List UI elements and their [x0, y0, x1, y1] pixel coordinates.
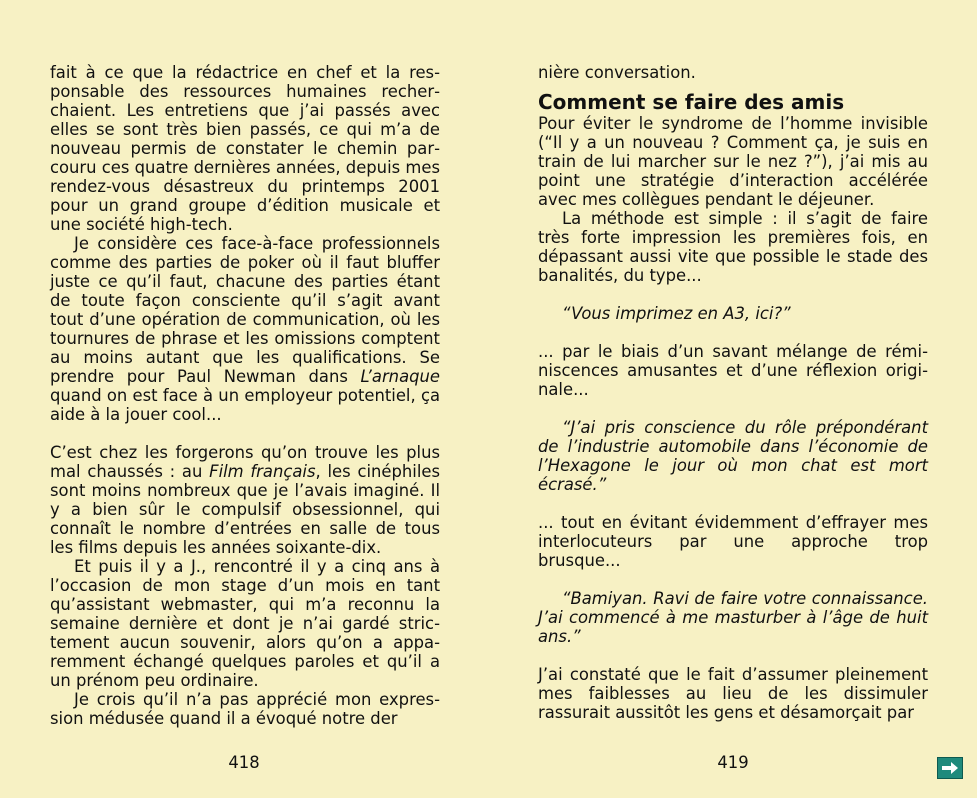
paragraph: Et puis il y a J., rencontré il y a cinq ans à l’occasion de mon stage d’un mois en tant qu’assistant webmaster, qui m’a reconnu la semaine dernière et dont je n’ai gardé strictement aucun souvenir, alors qu’on a apparemment échangé quelques paroles et qu’il a un prénom peu ordinaire. [50, 557, 440, 690]
paragraph: Je crois qu’il n’a pas apprécié mon expression médusée quand il a évoqué notre der [50, 690, 440, 728]
paragraph [50, 443, 440, 557]
paragraph-text: Je considère ces face-à-face professionnels comme des parties de poker où il faut bluffer juste ce qu’il faut, chacune des parties étant de toute façon consciente qu’il s’agit avant tout d’une opération de communication, où les tournures de phrase et les omissions comptent au moins autant que les qualifications. Se prendre pour Paul Newman dans [50, 234, 440, 386]
next-page-button[interactable] [937, 757, 963, 779]
page-number-left: 418 [228, 753, 260, 772]
page-number-right: 419 [717, 753, 749, 772]
paragraph-text: C’est chez les forgerons qu’on trouve les plus mal chaussés : au [50, 443, 440, 481]
paragraph: ... par le biais d’un savant mélange de réminiscences amusantes et d’une réflexion originale... [538, 342, 928, 399]
paragraph: fait à ce que la rédactrice en chef et la responsable des ressources humaines recherchaient. Les entretiens que j’ai passés avec elles se sont très bien passés, ce qui m’a de nouveau permis de constater le chemin parcouru ces quatre dernières années, depuis mes rendez-vous désastreux du printemps 2001 pour un grand groupe d’édition musicale et une société high-tech. [50, 63, 440, 234]
paragraph [50, 234, 440, 424]
right-page-text [538, 63, 928, 722]
paragraph: ... tout en évitant évidemment d’effrayer mes interlocuteurs par une approche trop brusque... [538, 513, 928, 570]
arrow-right-icon [941, 761, 959, 775]
section-heading: Comment se faire des amis [538, 90, 845, 114]
film-title: L’arnaque [360, 367, 440, 386]
left-page-text [50, 63, 440, 728]
quote: “Bamiyan. Ravi de faire votre connaissance. J’ai commencé à me masturber à l’âge de huit ans.” [538, 589, 928, 646]
publication-title: Film français [209, 462, 316, 481]
quote: “J’ai pris conscience du rôle prépondérant de l’industrie automobile dans l’économie de l’Hexagone le jour où mon chat est mort écrasé.” [538, 418, 928, 494]
paragraph-text: , les cinéphiles sont moins nombreux que je l’avais imaginé. Il y a bien sûr le compulsif obsessionnel, qui connaît le nombre d’entrées en salle de tous les films depuis les années soixante-dix. [50, 462, 441, 557]
paragraph: J’ai constaté que le fait d’assumer pleinement mes faiblesses au lieu de les dissimuler rassurait aussitôt les gens et désamorçait par [538, 665, 928, 722]
paragraph-text: quand on est face à un employeur potentiel, ça aide à la jouer cool... [50, 386, 440, 424]
paragraph: Pour éviter le syndrome de l’homme invisible (“Il y a un nouveau ? Comment ça, je suis en train de lui marcher sur le nez ?”), j’ai mis au point une stratégie d’interaction accélérée avec mes collègues pendant le déjeuner. [538, 114, 928, 209]
paragraph: La méthode est simple : il s’agit de faire très forte impression les premières fois, en dépassant aussi vite que possible le stade des banalités, du type... [538, 209, 928, 285]
quote: “Vous imprimez en A3, ici?” [562, 304, 791, 323]
paragraph-continuation: nière conversation. [538, 63, 696, 82]
